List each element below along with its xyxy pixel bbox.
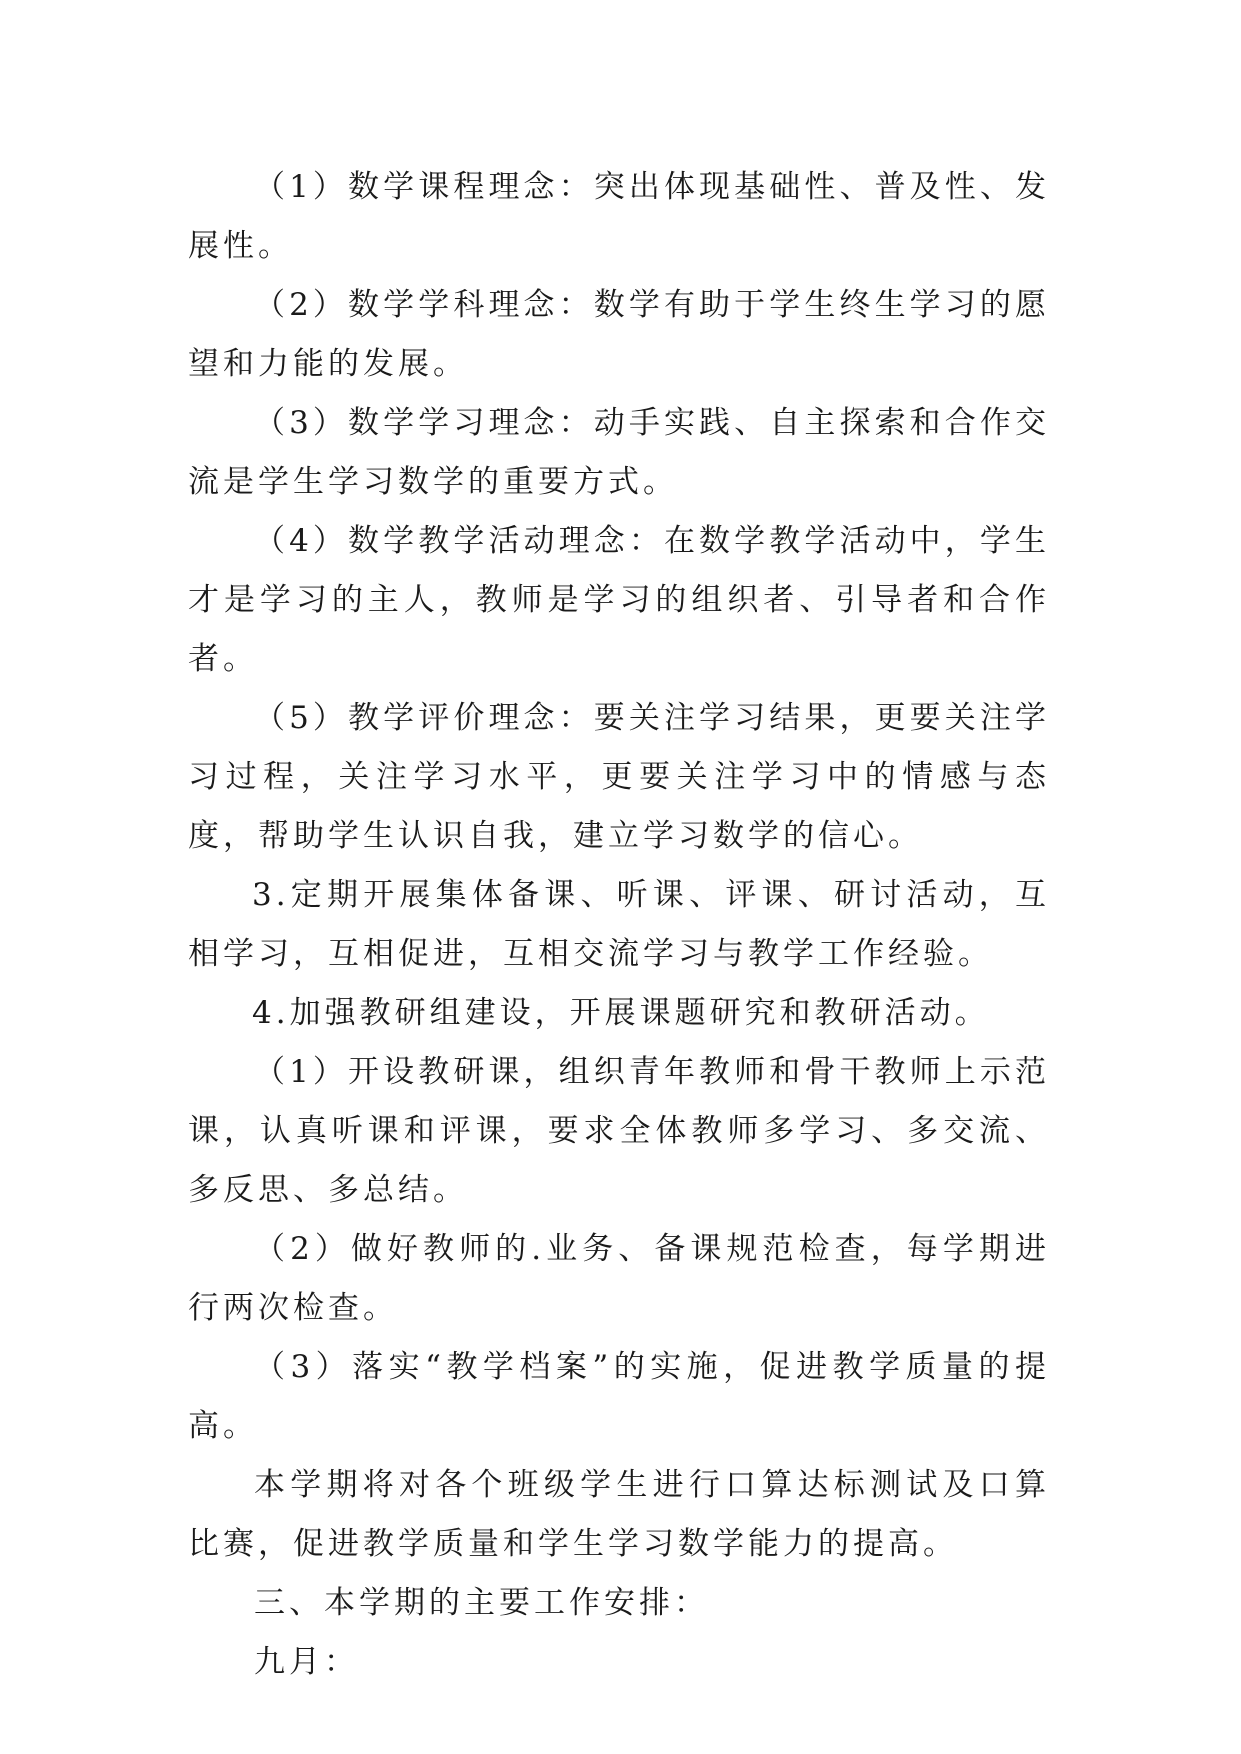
paragraph-teaching-activity-concept: （4）数学教学活动理念：在数学教学活动中，学生才是学习的主人，教师是学习的组织者、引导者和合作者。 — [188, 523, 1050, 677]
paragraph-collective-lesson-prep: 3.定期开展集体备课、听课、评课、研讨活动，互相学习，互相促进，互相交流学习与教学工作经验。 — [188, 877, 1050, 972]
paragraph-learning-concept: （3）数学学习理念：动手实践、自主探索和合作交流是学生学习数学的重要方式。 — [188, 405, 1050, 500]
section-heading-work-schedule: 三、本学期的主要工作安排： — [254, 1585, 709, 1621]
paragraph-subject-concept: （2）数学学科理念：数学有助于学生终生学习的愿望和力能的发展。 — [188, 287, 1050, 382]
paragraph-demo-lessons: （1）开设教研课，组织青年教师和骨干教师上示范课，认真听课和评课，要求全体教师多学习、多交流、多反思、多总结。 — [188, 1054, 1050, 1208]
paragraph-oral-calculation: 本学期将对各个班级学生进行口算达标测试及口算比赛，促进教学质量和学生学习数学能力的提高。 — [188, 1467, 1050, 1562]
document-body — [188, 158, 1050, 1692]
paragraph-teaching-archive: （3）落实“教学档案”的实施，促进教学质量的提高。 — [188, 1349, 1050, 1444]
paragraph-inspection: （2）做好教师的.业务、备课规范检查，每学期进行两次检查。 — [188, 1231, 1050, 1326]
paragraph-research-group: 4.加强教研组建设，开展课题研究和教研活动。 — [252, 995, 990, 1031]
paragraph-course-concept: （1）数学课程理念：突出体现基础性、普及性、发展性。 — [188, 169, 1050, 264]
month-label-september: 九月： — [254, 1644, 359, 1680]
paragraph-evaluation-concept: （5）教学评价理念：要关注学习结果，更要关注学习过程，关注学习水平，更要关注学习中的情感与态度，帮助学生认识自我，建立学习数学的信心。 — [188, 700, 1050, 854]
